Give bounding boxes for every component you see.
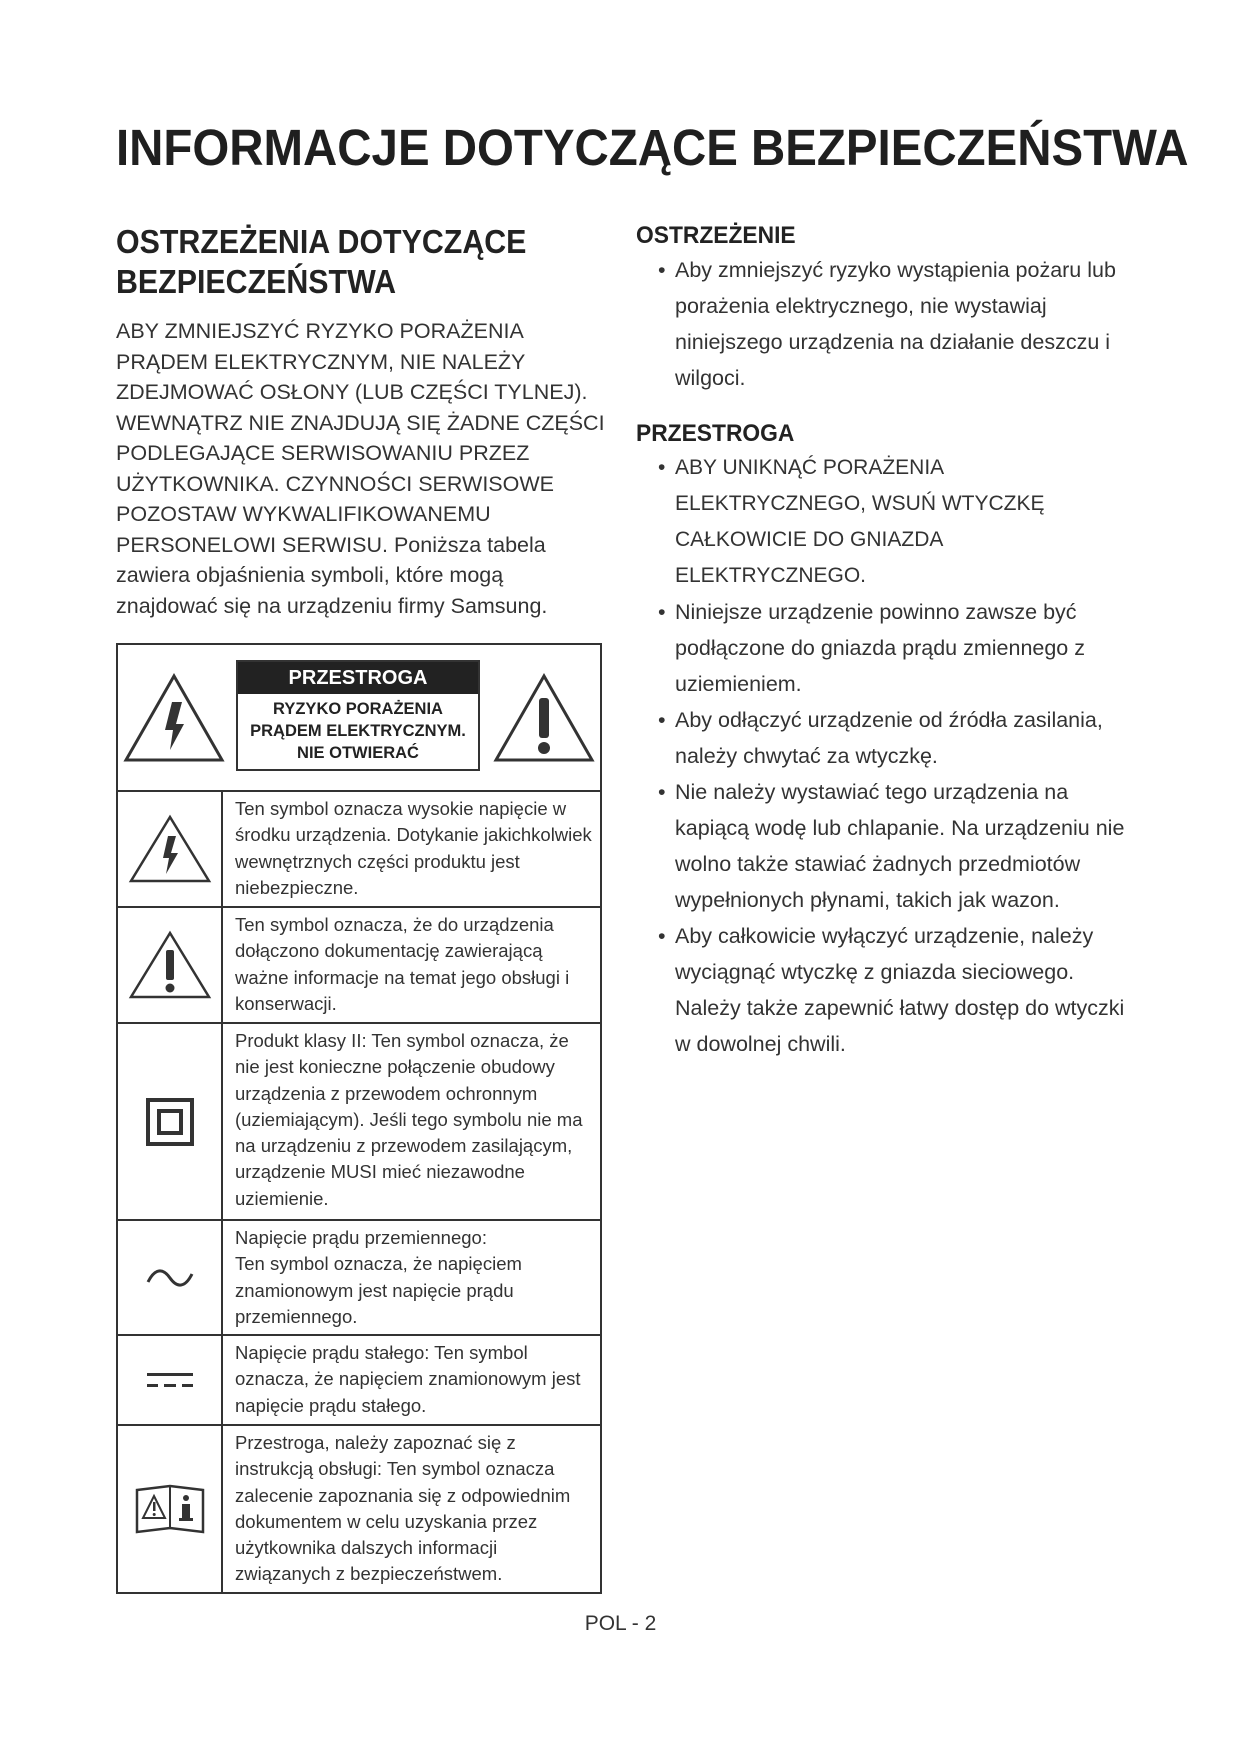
table-row bbox=[118, 908, 600, 1024]
bullet-icon: • bbox=[658, 258, 666, 282]
symbol-description: Ten symbol oznacza, że do urządzenia dołączono dokumentację zawierającą ważne informacje na temat jego obsługi i konserwacji. bbox=[235, 914, 570, 1014]
table-row bbox=[118, 1336, 600, 1426]
list-item: • ABY UNIKNĄĆ PORAŻENIA ELEKTRYCZNEGO, WSUŃ WTYCZKĘ CAŁKOWICIE DO GNIAZDA ELEKTRYCZNEGO. bbox=[636, 450, 1136, 594]
table-row bbox=[118, 1024, 600, 1221]
right-column bbox=[636, 222, 1136, 1062]
table-row bbox=[118, 1426, 600, 1592]
caution-list bbox=[636, 450, 1136, 1062]
symbol-description: Napięcie prądu przemiennego: Ten symbol oznacza, że napięciem znamionowym jest napięcie prądu przemiennego. bbox=[235, 1227, 522, 1327]
symbol-description: Produkt klasy II: Ten symbol oznacza, że nie jest konieczne połączenie obudowy urządzenia z przewodem ochronnym (uziemiającym). Jeśli tego symbolu nie ma na urządzeniu z przewodem zasilającym, urządzenie MUSI mieć niezawodne uziemienie. bbox=[235, 1030, 583, 1209]
warning-heading: OSTRZEŻENIE bbox=[636, 222, 796, 249]
table-row bbox=[118, 1221, 600, 1336]
page-number: POL - 2 bbox=[584, 1612, 657, 1635]
symbol-table bbox=[116, 643, 602, 1594]
caution-label-line: RYZYKO PORAŻENIA bbox=[273, 700, 443, 718]
lightning-triangle-icon bbox=[122, 672, 226, 764]
table-row bbox=[118, 792, 600, 908]
left-column bbox=[116, 222, 606, 621]
list-item: • Aby zmniejszyć ryzyko wystąpienia pożaru lub porażenia elektrycznego, nie wystawiaj niniejszego urządzenia na działanie deszczu i wilgoci. bbox=[636, 252, 1136, 396]
manual-info-icon bbox=[134, 1482, 206, 1536]
bullet-icon: • bbox=[658, 924, 666, 948]
bullet-icon: • bbox=[658, 456, 666, 479]
bullet-icon: • bbox=[658, 708, 666, 732]
lightning-triangle-icon bbox=[128, 814, 212, 884]
symbol-description: Przestroga, należy zapoznać się z instrukcją obsługi: Ten symbol oznacza zalecenie zapoznania się z odpowiednim dokumentem w celu uzyskania przez użytkownika dalszych informacji związanych z bezpieczeństwem. bbox=[235, 1432, 571, 1585]
warning-list bbox=[636, 252, 1136, 396]
list-item: • Aby całkowicie wyłączyć urządzenie, należy wyciągnąć wtyczkę z gniazda sieciowego. Należy także zapewnić łatwy dostęp do wtyczki w dowolnej chwili. bbox=[636, 918, 1136, 1062]
page-title: INFORMACJE DOTYCZĄCE BEZPIECZEŃSTWA bbox=[116, 119, 1189, 176]
exclamation-triangle-icon bbox=[128, 930, 212, 1000]
exclamation-triangle-icon bbox=[492, 672, 596, 764]
dc-voltage-icon bbox=[145, 1370, 195, 1390]
symbol-description: Napięcie prądu stałego: Ten symbol oznacza, że napięciem znamionowym jest napięcie prądu stałego. bbox=[235, 1342, 581, 1416]
caution-label-line: PRĄDEM ELEKTRYCZNYM. bbox=[250, 722, 466, 740]
list-item: • Aby odłączyć urządzenie od źródła zasilania, należy chwytać za wtyczkę. bbox=[636, 702, 1136, 774]
class-ii-double-square-icon bbox=[145, 1097, 195, 1147]
caution-label bbox=[236, 660, 480, 771]
list-item: • Niniejsze urządzenie powinno zawsze być podłączone do gniazda prądu zmiennego z uziemieniem. bbox=[636, 594, 1136, 702]
section-title: OSTRZEŻENIA DOTYCZĄCE BEZPIECZEŃSTWA bbox=[116, 223, 527, 300]
intro-paragraph: ABY ZMNIEJSZYĆ RYZYKO PORAŻENIA PRĄDEM ELEKTRYCZNYM, NIE NALEŻY ZDEJMOWAĆ OSŁONY (LUB CZĘŚCI TYLNEJ). WEWNĄTRZ NIE ZNAJDUJĄ SIĘ ŻADNE CZĘŚCI PODLEGAJĄCE SERWISOWANIU PRZEZ UŻYTKOWNIKA. CZYNNOŚCI SERWISOWE POZOSTAW WYKWALIFIKOWANEMU PERSONELOWI SERWISU. Poniższa tabela zawiera objaśnienia symboli, które mogą znajdować się na urządzeniu firmy Samsung. bbox=[116, 319, 605, 618]
symbol-description: Ten symbol oznacza wysokie napięcie w środku urządzenia. Dotykanie jakichkolwiek wewnętrznych części produktu jest niebezpieczne. bbox=[235, 798, 592, 898]
caution-label-header: PRZESTROGA bbox=[238, 662, 478, 694]
caution-label-row bbox=[118, 645, 600, 792]
caution-heading: PRZESTROGA bbox=[636, 420, 795, 447]
list-item: • Nie należy wystawiać tego urządzenia na kapiącą wodę lub chlapanie. Na urządzeniu nie wolno także stawiać żadnych przedmiotów wypełnionych płynami, takich jak wazon. bbox=[636, 774, 1136, 918]
bullet-icon: • bbox=[658, 600, 666, 624]
ac-tilde-icon bbox=[145, 1266, 195, 1290]
bullet-icon: • bbox=[658, 780, 666, 804]
caution-label-line: NIE OTWIERAĆ bbox=[297, 744, 419, 762]
